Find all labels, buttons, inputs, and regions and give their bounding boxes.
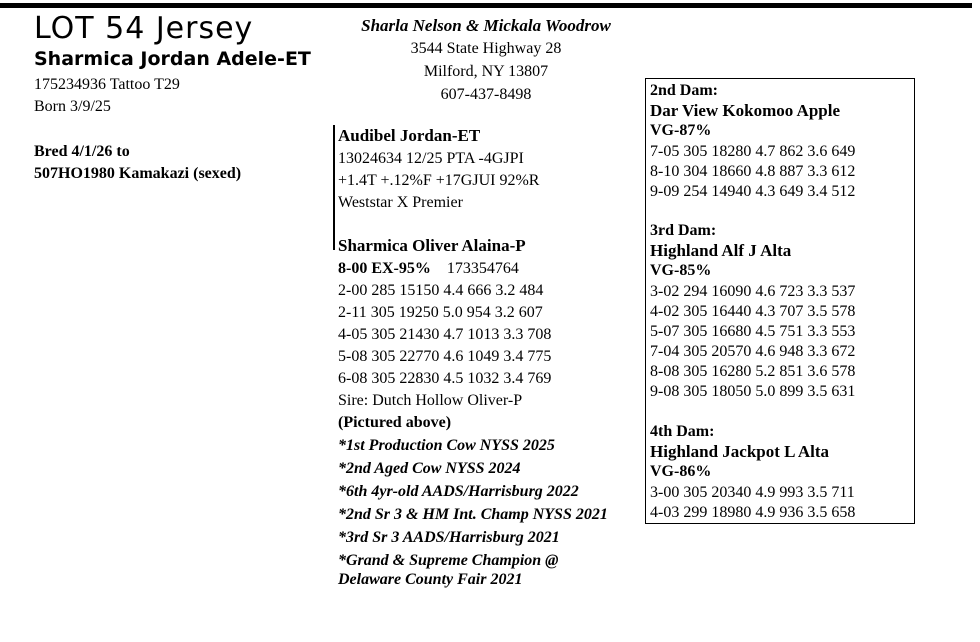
dam-record: 4-05 305 21430 4.7 1013 3.3 708 bbox=[338, 326, 552, 343]
award-item: Delaware County Fair 2021 bbox=[338, 571, 523, 588]
owner-name: Sharla Nelson & Mickala Woodrow bbox=[361, 16, 611, 35]
bred-date: Bred 4/1/26 to bbox=[34, 143, 130, 160]
lot-title: LOT 54 Jersey bbox=[34, 11, 254, 46]
owner-phone: 607-437-8498 bbox=[440, 86, 532, 103]
fourth-dam-record: 4-03 299 18980 4.9 936 3.5 658 bbox=[650, 504, 856, 521]
dam-record: 2-11 305 19250 5.0 954 3.2 607 bbox=[338, 304, 543, 321]
dam-registration: 173354764 bbox=[446, 260, 519, 277]
second-dam-label: 2nd Dam: bbox=[650, 82, 719, 99]
breeding-info bbox=[34, 141, 241, 185]
cow-name: Sharmica Jordan Adele-ET bbox=[34, 48, 311, 70]
dam-record: 6-08 305 22830 4.5 1032 3.4 769 bbox=[338, 370, 552, 387]
second-dam-record: 8-10 304 18660 4.8 887 3.3 612 bbox=[650, 163, 856, 180]
second-dam-record: 7-05 305 18280 4.7 862 3.6 649 bbox=[650, 143, 856, 160]
fourth-dam-record: 3-00 305 20340 4.9 993 3.5 711 bbox=[650, 484, 855, 501]
fourth-dam-name: Highland Jackpot L Alta bbox=[650, 442, 830, 461]
award-item: *1st Production Cow NYSS 2025 bbox=[338, 437, 555, 454]
award-item: *3rd Sr 3 AADS/Harrisburg 2021 bbox=[338, 529, 560, 546]
third-dam-record: 7-04 305 20570 4.6 948 3.3 672 bbox=[650, 343, 856, 360]
dam-record: 5-08 305 22770 4.6 1049 3.4 775 bbox=[338, 348, 552, 365]
bred-sire: 507HO1980 Kamakazi (sexed) bbox=[34, 165, 242, 182]
dam-name: Sharmica Oliver Alaina-P bbox=[338, 236, 526, 255]
second-dam-score: VG-87% bbox=[650, 122, 712, 139]
sire-pedigree: Weststar X Premier bbox=[338, 194, 463, 211]
third-dam-record: 8-08 305 16280 5.2 851 3.6 578 bbox=[650, 363, 856, 380]
fourth-dam-label: 4th Dam: bbox=[650, 423, 715, 440]
third-dam-name: Highland Alf J Alta bbox=[650, 241, 792, 260]
sire-name: Audibel Jordan-ET bbox=[338, 126, 481, 145]
owner-city: Milford, NY 13807 bbox=[423, 63, 549, 80]
top-rule bbox=[0, 3, 972, 8]
sire-proof: +1.4T +.12%F +17GJUI 92%R bbox=[338, 172, 540, 189]
third-dam-record: 5-07 305 16680 4.5 751 3.3 553 bbox=[650, 323, 856, 340]
third-dam-record: 3-02 294 16090 4.6 723 3.3 537 bbox=[650, 283, 856, 300]
third-dam-record: 9-08 305 18050 5.0 899 3.5 631 bbox=[650, 383, 856, 400]
owner-address: 3544 State Highway 28 bbox=[410, 40, 562, 57]
award-item: *Grand & Supreme Champion @ bbox=[338, 552, 559, 569]
award-item: *2nd Aged Cow NYSS 2024 bbox=[338, 460, 521, 477]
dam-classification: 8-00 EX-95% bbox=[338, 260, 431, 277]
birth-date: Born 3/9/25 bbox=[34, 98, 111, 115]
second-dam-name: Dar View Kokomoo Apple bbox=[650, 101, 841, 120]
fourth-dam-score: VG-86% bbox=[650, 463, 712, 480]
third-dam-record: 4-02 305 16440 4.3 707 3.5 578 bbox=[650, 303, 856, 320]
award-item: *6th 4yr-old AADS/Harrisburg 2022 bbox=[338, 483, 579, 500]
owner-block bbox=[340, 14, 632, 106]
registration-tattoo: 175234936 Tattoo T29 bbox=[34, 76, 180, 93]
sire-details: 13024634 12/25 PTA -4GJPI bbox=[338, 150, 524, 167]
ancestor-dams-box bbox=[645, 78, 915, 524]
dam-record: 2-00 285 15150 4.4 666 3.2 484 bbox=[338, 282, 544, 299]
pedigree-bracket bbox=[333, 125, 335, 250]
dam-classification-line bbox=[338, 258, 519, 280]
third-dam-score: VG-85% bbox=[650, 262, 712, 279]
dam-sire: Sire: Dutch Hollow Oliver-P bbox=[338, 392, 523, 409]
third-dam-label: 3rd Dam: bbox=[650, 222, 717, 239]
award-item: *2nd Sr 3 & HM Int. Champ NYSS 2021 bbox=[338, 506, 608, 523]
second-dam-record: 9-09 254 14940 4.3 649 3.4 512 bbox=[650, 183, 856, 200]
pictured-note: (Pictured above) bbox=[338, 414, 452, 431]
